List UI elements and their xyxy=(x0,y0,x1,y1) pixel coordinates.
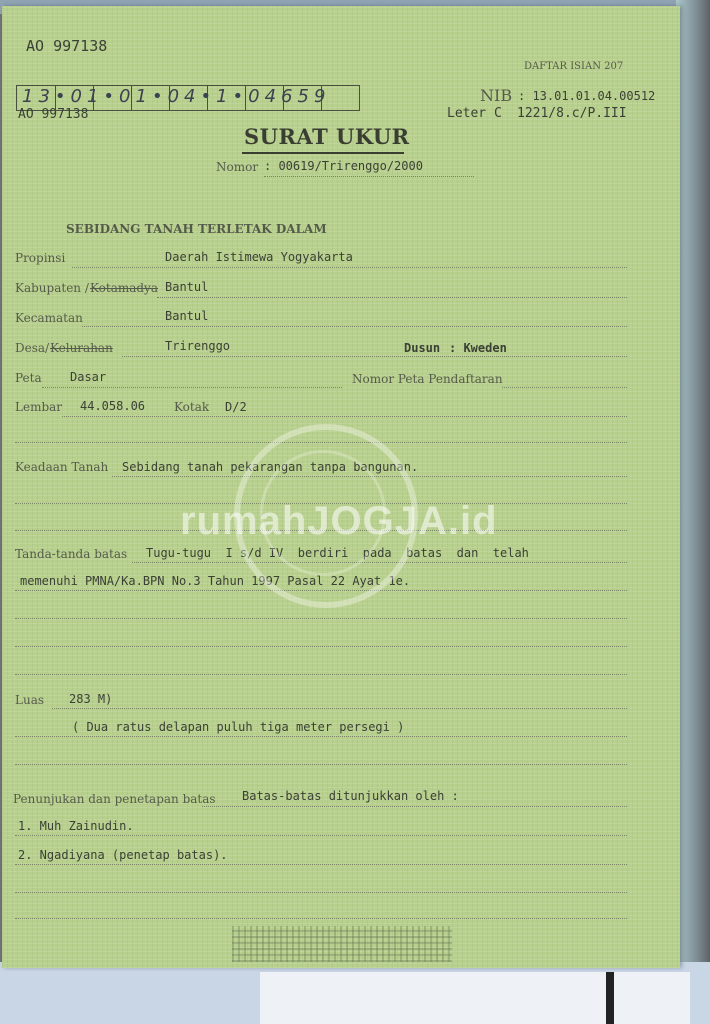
dotted-line xyxy=(264,176,474,177)
background-right-edge xyxy=(676,0,710,1024)
dotted-line xyxy=(72,267,627,268)
serial-code-top: AO 997138 xyxy=(26,37,108,55)
kotak-label: Kotak xyxy=(174,400,210,414)
luas-in-words: ( Dua ratus delapan puluh tiga meter persegi ) xyxy=(72,720,405,734)
underlying-sheet xyxy=(260,972,690,1024)
luas-label: Luas xyxy=(15,693,45,707)
dotted-line xyxy=(15,618,627,619)
kabupaten-struck-word: Kotamadya xyxy=(90,281,158,295)
dotted-line xyxy=(15,674,627,675)
kecamatan-value: Bantul xyxy=(165,309,209,323)
peta-value: Dasar xyxy=(70,370,107,384)
tanda-batas-line1: Tugu-tugu I s/d IV berdiri pada batas dan telah xyxy=(146,546,529,560)
dotted-line xyxy=(502,387,627,388)
desa-struck-word: Kelurahan xyxy=(50,341,113,355)
dotted-line xyxy=(15,646,627,647)
document-title: SURAT UKUR xyxy=(244,124,410,149)
dusun-value: : Kweden xyxy=(449,341,507,355)
penunjukan-label: Penunjukan dan penetapan batas xyxy=(13,792,216,806)
luas-value: 283 M) xyxy=(69,692,113,706)
kabupaten-value: Bantul xyxy=(165,280,209,294)
leter-label: Leter C xyxy=(447,106,502,121)
dotted-line xyxy=(202,806,627,807)
serial-code-second: AO 997138 xyxy=(18,107,89,122)
person-2: 2. Ngadiyana (penetap batas). xyxy=(18,848,228,862)
dotted-line xyxy=(15,764,627,765)
dotted-line xyxy=(15,835,627,836)
kabupaten-label: Kabupaten / xyxy=(15,281,89,295)
document-paper xyxy=(2,6,680,968)
dotted-line xyxy=(15,892,627,893)
dusun-label: Dusun xyxy=(404,341,441,355)
nib-value: : 13.01.01.04.00512 xyxy=(518,89,656,103)
desa-label: Desa/ xyxy=(15,341,50,355)
leter-value: 1221/8.c/P.III xyxy=(517,106,627,121)
perforated-stamp xyxy=(232,926,452,962)
dotted-line xyxy=(15,918,627,919)
form-name: DAFTAR ISIAN 207 xyxy=(524,61,624,72)
propinsi-value: Daerah Istimewa Yogyakarta xyxy=(165,250,353,264)
propinsi-label: Propinsi xyxy=(15,251,66,265)
desa-value: Trirenggo xyxy=(165,339,231,353)
title-underline xyxy=(242,152,404,154)
background-bottom xyxy=(0,962,710,1024)
tanda-batas-line2: memenuhi PMNA/Ka.BPN No.3 Tahun 1997 Pasal 22 Ayat 1e. xyxy=(20,574,411,588)
keadaan-value: Sebidang tanah pekarangan tanpa bangunan. xyxy=(122,460,419,474)
dotted-line xyxy=(157,297,627,298)
dotted-line xyxy=(15,736,627,737)
handwritten-number: 13•01•01•04•1•04659 xyxy=(22,86,331,107)
kotak-value: D/2 xyxy=(225,400,247,414)
dotted-line xyxy=(15,864,627,865)
peta-label: Peta xyxy=(15,371,42,385)
nib-label: NIB xyxy=(480,86,513,105)
dotted-line xyxy=(82,326,627,327)
lembar-value: 44.058.06 xyxy=(80,399,146,413)
dotted-line xyxy=(122,356,627,357)
keadaan-label: Keadaan Tanah xyxy=(15,460,109,474)
nomor-peta-label: Nomor Peta Pendaftaran xyxy=(352,372,503,386)
watermark-text: rumahJOGJA.id xyxy=(180,499,498,543)
dotted-line xyxy=(52,708,627,709)
penunjukan-value: Batas-batas ditunjukkan oleh : xyxy=(242,789,459,803)
lembar-label: Lembar xyxy=(15,400,63,414)
nomor-label: Nomor xyxy=(216,160,259,174)
tanda-batas-label: Tanda-tanda batas xyxy=(15,547,128,561)
location-heading: SEBIDANG TANAH TERLETAK DALAM xyxy=(66,222,327,236)
dotted-line xyxy=(62,416,627,417)
underlying-binder-line xyxy=(606,972,614,1024)
kecamatan-label: Kecamatan xyxy=(15,311,83,325)
person-1: 1. Muh Zainudin. xyxy=(18,819,134,833)
dotted-line xyxy=(42,387,342,388)
nomor-value: : 00619/Trirenggo/2000 xyxy=(264,159,423,173)
